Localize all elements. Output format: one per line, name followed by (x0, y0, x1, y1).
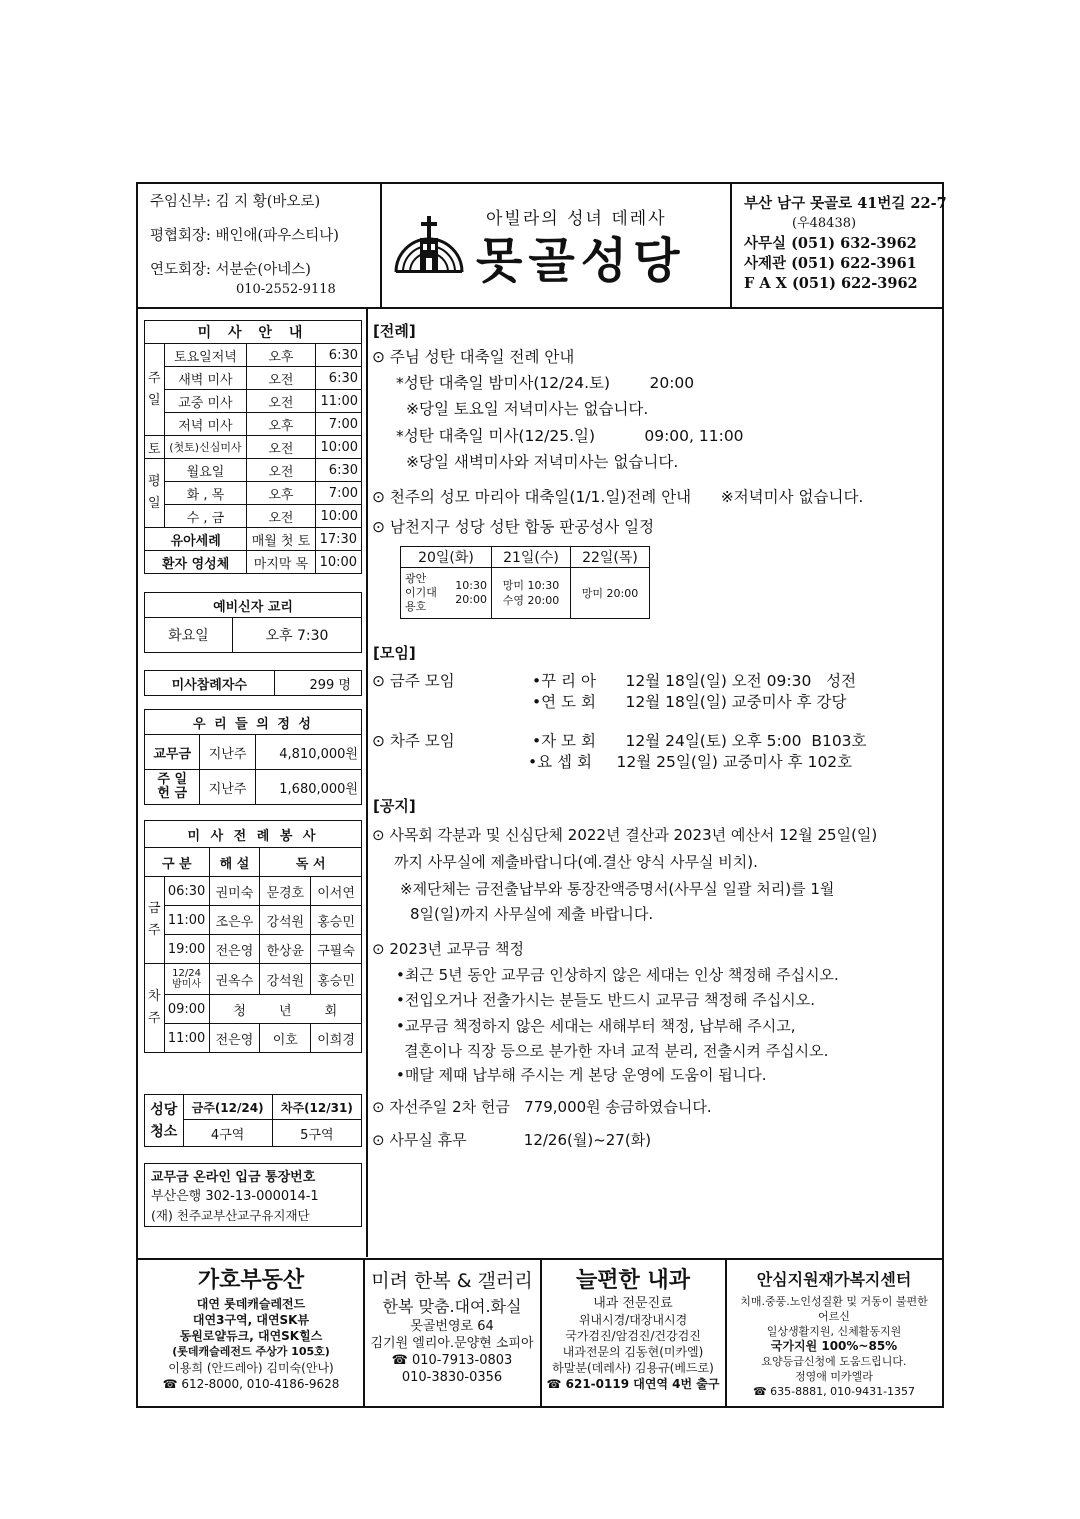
service-time: 12/24 밤미사 (164, 964, 209, 995)
dues-period: 지난주 (200, 735, 255, 770)
postal-code: (우48438) (792, 216, 857, 231)
ad-line: 하말분(데레사) 김용규(베드로) (552, 1361, 714, 1375)
ad-line: 대연3구역, 대연SK뷰 (192, 1313, 310, 1327)
service-reader-2: 이희경 (311, 1024, 362, 1053)
ad-line: 일상생활지원, 신체활동지원 (766, 1325, 902, 1338)
service-youth-group: 청 년 회 (209, 995, 361, 1024)
mass-time: 10:00 (315, 436, 361, 459)
notices-heading: [공지] (373, 797, 416, 815)
sched-cell-3: 망미 20:00 (571, 568, 650, 619)
mass-time: 6:30 (315, 344, 361, 367)
sched-time-2: 20:00 (455, 593, 487, 606)
service-time: 11:00 (164, 906, 209, 935)
parish-igidae: 이기대 (405, 586, 437, 599)
mass-time: 7:00 (315, 482, 361, 505)
notice-dues-3: •교무금 책정하지 않은 세대는 새해부터 책정, 납부해 주시고, (396, 1017, 796, 1035)
service-reader-1: 강석원 (260, 964, 311, 995)
rectory-phone: 사제관 (051) 622-3961 (744, 255, 917, 272)
ad-clinic (543, 1266, 723, 1392)
service-reader-2: 홍승민 (311, 906, 362, 935)
dues-value: 4,810,000원 (255, 735, 361, 770)
ad-realestate-title: 가호부동산 (197, 1268, 305, 1293)
sched-day-1: 20일(화) (401, 547, 492, 568)
notice-christmas-day-note: ※당일 새벽미사와 저녁미사는 없습니다. (406, 453, 679, 471)
ad-care-center (727, 1266, 941, 1399)
catechumen-table (144, 592, 362, 653)
ads-sep-1 (363, 1258, 365, 1408)
notice-christmas-day: *성탄 대축일 미사(12/25.일) 09:00, 11:00 (396, 427, 744, 445)
ad-line: 위내시경/대장내시경 (578, 1313, 688, 1327)
header-contact (744, 194, 947, 294)
ad-clinic-title: 늘편한 내과 (576, 1268, 690, 1293)
service-commentator: 전은영 (209, 935, 260, 964)
meeting-curia: •꾸 리 아 12월 18일(일) 오전 09:30 성전 (532, 672, 857, 690)
meetings-heading: [모임] (373, 644, 416, 662)
office-phone: 사무실 (051) 632-3962 (744, 235, 917, 252)
notice-office-closed: ⊙ 사무실 휴무 12/26(월)~27(화) (372, 1131, 652, 1149)
mass-ampm: 오전 (247, 390, 315, 413)
header-divider-left (380, 182, 382, 308)
mass-ampm: 오전 (247, 367, 315, 390)
mass-time: 7:00 (315, 413, 361, 436)
bank-account-number: 부산은행 302-13-000014-1 (151, 1189, 319, 1204)
sunday-offering-value: 1,680,000원 (255, 770, 361, 805)
cleaning-label: 성당 청소 (145, 1095, 184, 1147)
cleaning-zone-1: 4구역 (183, 1120, 272, 1147)
weekday-label: 평일 (145, 459, 165, 528)
parish-gwangan: 광안 (405, 572, 427, 585)
mass-name: 화 , 목 (164, 482, 247, 505)
attendance-value: 299 명 (274, 671, 361, 696)
ad-line: 대연 롯데캐슬레전드 (196, 1297, 306, 1311)
fax-number: F A X (051) 622-3962 (744, 275, 918, 292)
ad-line: 국가지원 100%~85% (770, 1339, 898, 1353)
mass-name: 교중 미사 (164, 390, 247, 413)
catechumen-time: 오후 7:30 (232, 618, 361, 653)
mass-ampm: 오전 (247, 459, 315, 482)
mass-schedule-table (144, 320, 362, 574)
mass-name: 수 , 금 (164, 505, 247, 528)
service-reader-2: 구필숙 (311, 935, 362, 964)
meeting-joseph: •요 셉 회 12월 25일(일) 교중미사 후 102호 (528, 753, 853, 771)
notice-confession-schedule: ⊙ 남천지구 성당 성탄 합동 판공성사 일정 (372, 518, 655, 536)
mass-time: 6:30 (315, 367, 361, 390)
ad-line: 김기원 엘리아.문양현 소피아 (370, 1336, 534, 1351)
meetings-this-week: ⊙ 금주 모임 (372, 672, 455, 690)
mass-name: 토요일저녁 (164, 344, 247, 367)
meeting-league: •연 도 회 12월 18일(일) 교중미사 후 강당 (532, 693, 847, 711)
notice-mary-solemnity: ⊙ 천주의 성모 마리아 대축일(1/1.일)전례 안내 ※저녁미사 없습니다. (372, 488, 864, 506)
ad-line: 내과전문의 김동현(미카엘) (562, 1345, 704, 1359)
service-header-reading: 독 서 (260, 848, 362, 877)
ad-line: 정영애 미카엘라 (795, 1370, 873, 1383)
notice-dues-3-cont: 결혼이나 직장 등으로 분가한 자녀 교적 분리, 전출시켜 주십시오. (404, 1042, 829, 1060)
league-president: 연도회장: 서분순(아네스) (150, 262, 311, 278)
liturgy-heading: [전례] (373, 322, 416, 340)
parish-yongho: 용호 (405, 600, 427, 613)
church-logo-icon (392, 214, 466, 274)
cleaning-next-week: 차주(12/31) (272, 1095, 361, 1120)
notice-dues-4: •매달 제때 납부해 주시는 게 본당 운영에 도움이 됩니다. (396, 1066, 767, 1084)
ad-realestate (140, 1266, 362, 1392)
mass-ampm: 오후 (247, 413, 315, 436)
ad-care-title: 안심지원재가복지센터 (756, 1270, 912, 1289)
notice-budget-note: ※제단체는 금전출납부와 통장잔액증명서(사무실 일괄 처리)를 1월 (400, 880, 835, 898)
mass-name: 월요일 (164, 459, 247, 482)
notice-budget-note-cont: 8일(일)까지 사무실에 제출 바랍니다. (410, 905, 654, 923)
ad-line: 국가검진/암검진/건강검진 (565, 1329, 701, 1343)
ad-line: 동원로얄듀크, 대연SK힐스 (179, 1329, 323, 1343)
sched-cell-1 (401, 568, 492, 619)
ad-phone: ☎ 010-7913-0803 (391, 1353, 513, 1368)
cleaning-zone-2: 5구역 (272, 1120, 361, 1147)
league-phone: 010-2552-9118 (236, 282, 336, 297)
sched-mangmi: 망미 10:30 (502, 579, 560, 592)
header-officers (150, 192, 339, 300)
sched-day-3: 22일(목) (571, 547, 650, 568)
notice-dues-2: •전입오거나 전출가시는 분들도 반드시 교무금 책정해 주십시오. (396, 991, 815, 1009)
saturday-label: 토 (145, 436, 165, 459)
sunday-offering-period: 지난주 (200, 770, 255, 805)
confession-schedule-table (400, 546, 650, 619)
sick-communion-label: 환자 영성체 (145, 551, 247, 574)
ad-hanbok (366, 1266, 538, 1386)
sched-time-1: 10:30 (455, 579, 487, 592)
sched-cell-2 (492, 568, 571, 619)
notice-christmas-eve: *성탄 대축일 밤미사(12/24.토) 20:00 (396, 374, 695, 392)
service-reader-1: 문경호 (260, 877, 311, 906)
notice-budget-cont: 까지 사무실에 제출바랍니다(예.결산 양식 사무실 비치). (394, 853, 758, 871)
mass-name: 새벽 미사 (164, 367, 247, 390)
service-commentator: 전은영 (209, 1024, 260, 1053)
offering-title: 우 리 들 의 정 성 (145, 710, 362, 735)
ad-line: (롯데캐슬레전드 주상가 105호) (172, 1345, 330, 1358)
baptism-label: 유아세례 (145, 528, 247, 551)
address: 부산 남구 못골로 41번길 22-7 (744, 195, 947, 212)
cleaning-this-week: 금주(12/24) (183, 1095, 272, 1120)
sunday-offering-label: 주 일 헌 금 (145, 770, 200, 805)
mass-ampm: 오후 (247, 482, 315, 505)
ad-hanbok-title: 미려 한복 & 갤러리 (371, 1270, 533, 1292)
sched-suyeong: 수영 20:00 (502, 594, 560, 607)
this-week-label: 금주 (145, 877, 165, 964)
mass-title: 미 사 안 내 (145, 321, 362, 344)
header-divider (136, 307, 944, 309)
ads-sep-2 (540, 1258, 542, 1408)
service-time: 09:00 (164, 995, 209, 1024)
bank-account-box (144, 1163, 362, 1227)
ad-phone: 010-3830-0356 (401, 1370, 503, 1385)
offering-table (144, 709, 362, 805)
ad-phone: ☎ 621-0119 대연역 4번 출구 (546, 1377, 720, 1391)
council-president: 평협회장: 배인애(파우스티나) (150, 228, 339, 244)
mass-name: 저녁 미사 (164, 413, 247, 436)
mass-ampm: 오전 (247, 436, 315, 459)
pastor: 주임신부: 김 지 황(바오로) (150, 194, 321, 210)
bank-title: 교무금 온라인 입금 통장번호 (151, 1170, 316, 1185)
sick-communion-time: 10:00 (315, 551, 361, 574)
notice-budget: ⊙ 사목회 각분과 및 신심단체 2022년 결산과 2023년 예산서 12월 25일(일) (372, 826, 878, 844)
service-header-commentary: 해 설 (209, 848, 260, 877)
notice-christmas: ⊙ 주님 성탄 대축일 전례 안내 (372, 348, 575, 366)
column-divider (366, 307, 368, 1257)
service-commentator: 조은우 (209, 906, 260, 935)
church-subtitle: 아빌라의 성녀 데레사 (486, 209, 667, 229)
service-header-division: 구 분 (145, 848, 210, 877)
ad-line: 한복 맞춤.대여.화실 (382, 1297, 522, 1316)
baptism-when: 매월 첫 토 (247, 528, 315, 551)
cleaning-table (144, 1094, 362, 1147)
service-commentator: 권미숙 (209, 877, 260, 906)
service-time: 19:00 (164, 935, 209, 964)
header-divider-right (730, 182, 732, 308)
attendance-table (144, 670, 362, 696)
service-reader-2: 이서연 (311, 877, 362, 906)
meeting-mothers: •자 모 회 12월 24일(토) 오후 5:00 B103호 (532, 732, 867, 750)
ad-phone: ☎ 612-8000, 010-4186-9628 (162, 1377, 340, 1391)
service-reader-2: 홍승민 (311, 964, 362, 995)
notice-dues: ⊙ 2023년 교무금 책정 (372, 940, 524, 958)
mass-ampm: 오전 (247, 505, 315, 528)
sunday-label: 주일 (145, 344, 165, 436)
catechumen-title: 예비신자 교리 (145, 593, 362, 618)
ad-line: 이용희 (안드레아) 김미숙(안나) (168, 1361, 334, 1375)
service-title: 미 사 전 례 봉 사 (145, 821, 362, 848)
notice-christmas-eve-note: ※당일 토요일 저녁미사는 없습니다. (406, 400, 649, 418)
baptism-time: 17:30 (315, 528, 361, 551)
mass-ampm: 오후 (247, 344, 315, 367)
service-commentator: 권옥수 (209, 964, 260, 995)
sched-day-2: 21일(수) (492, 547, 571, 568)
mass-time: 6:30 (315, 459, 361, 482)
service-time: 06:30 (164, 877, 209, 906)
ad-line: 요양등급신청에 도움드립니다. (761, 1355, 907, 1368)
attendance-label: 미사참례자수 (145, 671, 275, 696)
sick-communion-when: 마지막 목 (247, 551, 315, 574)
church-name: 못골성당 (476, 233, 686, 289)
ad-line: 치매.중풍.노인성질환 및 거동이 불편한 (740, 1295, 928, 1308)
ad-line: 못골번영로 64 (410, 1319, 494, 1334)
service-time: 11:00 (164, 1024, 209, 1053)
service-reader-1: 강석원 (260, 906, 311, 935)
ad-phone: ☎ 635-8881, 010-9431-1357 (752, 1385, 916, 1398)
notice-dues-1: •최근 5년 동안 교무금 인상하지 않은 세대는 인상 책정해 주십시오. (396, 966, 839, 984)
notice-charity-offering: ⊙ 자선주일 2차 헌금 779,000원 송금하였습니다. (372, 1098, 712, 1116)
meetings-next-week: ⊙ 차주 모임 (372, 732, 455, 750)
mass-time: 11:00 (315, 390, 361, 413)
service-reader-1: 이호 (260, 1024, 311, 1053)
catechumen-day: 화요일 (145, 618, 233, 653)
ad-line: 내과 전문진료 (593, 1296, 673, 1311)
liturgy-service-table (144, 820, 362, 1053)
service-reader-1: 한상윤 (260, 935, 311, 964)
mass-name: (첫토)신심미사 (164, 436, 247, 459)
mass-time: 10:00 (315, 505, 361, 528)
dues-label: 교무금 (145, 735, 200, 770)
ad-line: 어르신 (818, 1310, 850, 1323)
bank-account-owner: (재) 천주교부산교구유지재단 (151, 1208, 310, 1223)
next-week-label: 차주 (145, 964, 165, 1053)
